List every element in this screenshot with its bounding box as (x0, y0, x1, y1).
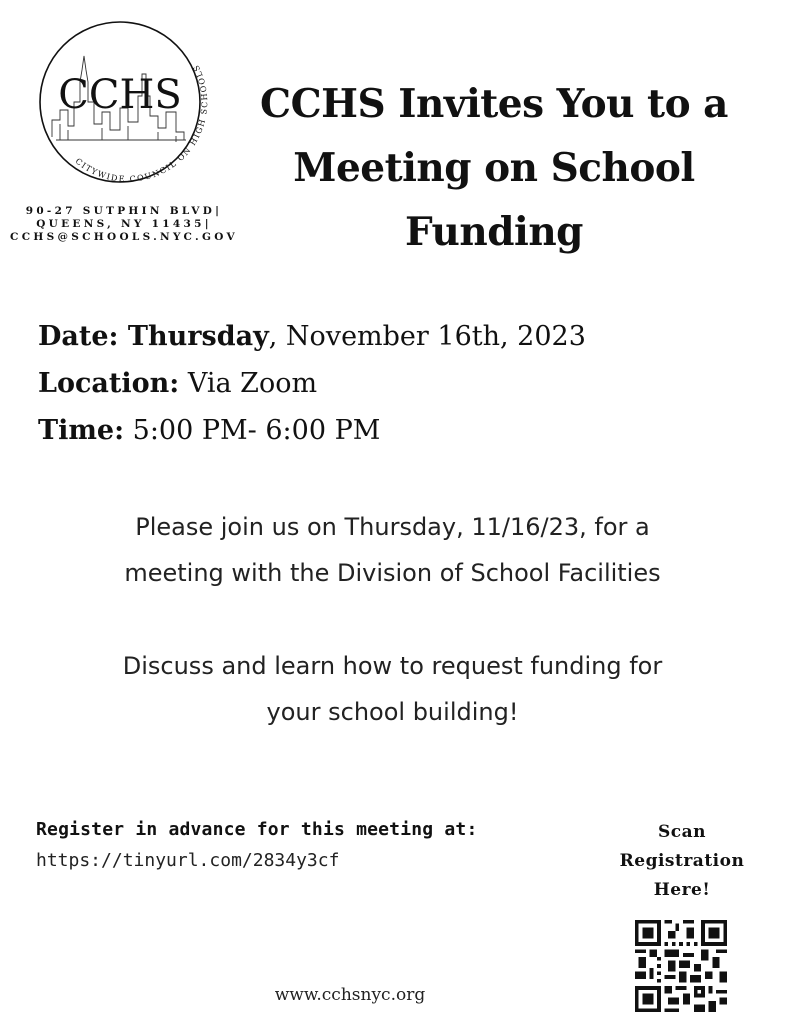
address-email[interactable]: CCHS@SCHOOLS.NYC.GOV (10, 231, 238, 243)
event-details (38, 313, 586, 454)
date-label: Date: Thursday (38, 321, 269, 352)
location-value: Via Zoom (179, 368, 318, 399)
date-row (38, 313, 586, 360)
logo-ring-text: CITYWIDE COUNCIL ON HIGH SCHOOLS (73, 62, 210, 184)
scan-line-2: Registration (619, 851, 745, 871)
scan-line-1: Scan (657, 822, 706, 842)
scan-caption (602, 818, 762, 905)
register-link[interactable]: https://tinyurl.com/2834y3cf (36, 850, 340, 871)
invitation-line-2: meeting with the Division of School Facilities (124, 559, 661, 587)
register-label: Register in advance for this meeting at: (36, 819, 478, 840)
page-title (238, 72, 750, 264)
purpose-line-1: Discuss and learn how to request funding for (122, 652, 663, 680)
time-label: Time: (38, 415, 125, 446)
title-line-1: CCHS Invites You to a (260, 81, 728, 127)
title-line-2: Meeting on School (293, 145, 695, 191)
scan-line-3: Here! (653, 880, 711, 900)
purpose-paragraph (40, 643, 745, 735)
location-row (38, 360, 586, 407)
purpose-line-2: your school building! (266, 698, 519, 726)
location-label: Location: (38, 368, 180, 399)
time-value: 5:00 PM- 6:00 PM (124, 415, 381, 446)
title-line-3: Funding (405, 209, 583, 255)
address-line-2: QUEENS, NY 11435| (36, 218, 212, 230)
invitation-paragraph (40, 504, 745, 596)
logo-initials: CCHS (58, 72, 182, 118)
cchs-logo (30, 12, 210, 192)
address-block (4, 205, 244, 244)
date-value: , November 16th, 2023 (268, 321, 586, 352)
time-row (38, 407, 586, 454)
website-link[interactable]: www.cchsnyc.org (274, 985, 426, 1005)
address-line-1: 90-27 SUTPHIN BLVD| (25, 205, 223, 217)
invitation-line-1: Please join us on Thursday, 11/16/23, for a (135, 513, 650, 541)
